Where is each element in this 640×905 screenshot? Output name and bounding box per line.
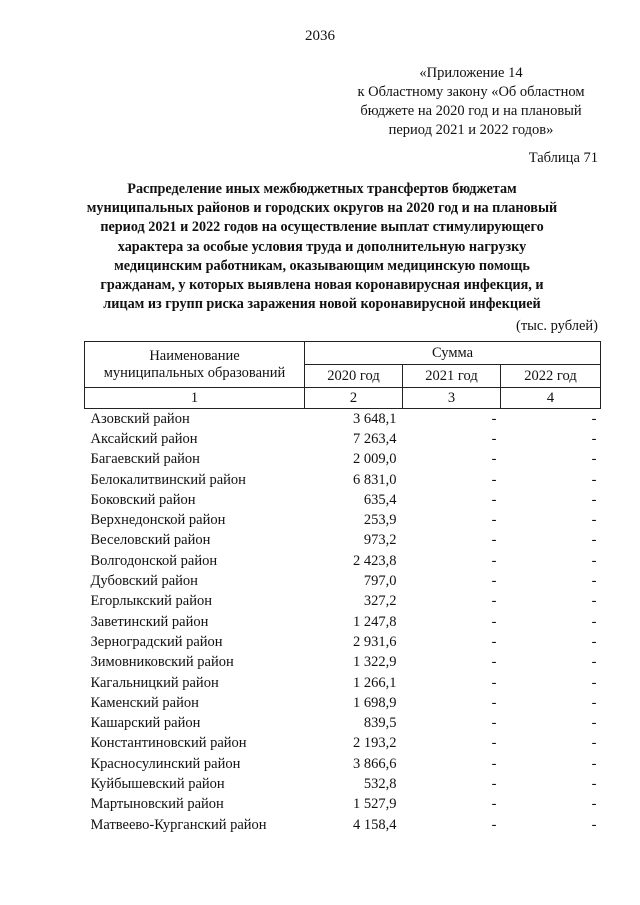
table-row — [85, 693, 601, 713]
value-2020: 3 866,6 — [353, 755, 397, 772]
municipality-name: Матвеево-Курганский район — [90, 816, 267, 833]
value-2020: 6 831,0 — [353, 471, 397, 488]
value-2022: - — [591, 430, 597, 447]
value-2021: - — [491, 471, 497, 488]
value-2022: - — [591, 816, 597, 833]
table-row — [85, 653, 601, 673]
municipality-name: Егорлыкский район — [90, 593, 212, 610]
value-2020: 1 247,8 — [353, 613, 397, 630]
table-row — [85, 470, 601, 490]
value-2022: - — [591, 735, 597, 752]
value-2021: - — [491, 593, 497, 610]
municipality-name: Куйбышевский район — [90, 775, 225, 792]
municipality-name: Красносулинский район — [90, 755, 241, 772]
table-row — [85, 774, 601, 794]
value-2021: - — [491, 512, 497, 529]
value-2021: - — [491, 430, 497, 447]
value-2022: - — [591, 775, 597, 792]
column-header-name — [85, 342, 305, 388]
table-row — [85, 673, 601, 693]
title-line: Распределение иных межбюджетных трансфертов бюджетам — [127, 181, 517, 197]
appendix-line: к Областному закону «Об областном — [357, 84, 585, 100]
value-2022: - — [591, 694, 597, 711]
value-2020: 2 423,8 — [353, 552, 397, 569]
municipality-name: Каменский район — [90, 694, 199, 711]
value-2021: - — [491, 674, 497, 691]
table-number: Таблица 71 — [528, 150, 598, 166]
column-header-2021: 2021 год — [403, 365, 501, 388]
value-2022: - — [591, 573, 597, 590]
municipality-name: Азовский район — [90, 410, 190, 427]
table-row — [85, 450, 601, 470]
page-number: 2036 — [305, 28, 335, 44]
table-row — [85, 551, 601, 571]
value-2021: - — [491, 755, 497, 772]
column-header-2020: 2020 год — [305, 365, 403, 388]
title-line: муниципальных районов и городских округов на 2020 год и на плановый — [86, 200, 558, 217]
value-2021: - — [491, 552, 497, 569]
value-2022: - — [591, 451, 597, 468]
value-2022: - — [591, 674, 597, 691]
municipality-name: Мартыновский район — [90, 796, 224, 813]
value-2022: - — [591, 715, 597, 732]
municipality-name: Дубовский район — [90, 573, 198, 590]
value-2022: - — [591, 593, 597, 610]
table-row — [85, 795, 601, 815]
value-2020: 4 158,4 — [353, 816, 397, 833]
value-2021: - — [491, 633, 497, 650]
title-line: медицинским работникам, оказывающим медицинскую помощь — [114, 257, 530, 274]
value-2020: 1 698,9 — [353, 694, 397, 711]
value-2021: - — [491, 451, 497, 468]
column-header-sum: Сумма — [305, 342, 601, 365]
budget-table — [84, 341, 601, 835]
value-2022: - — [591, 633, 597, 650]
value-2020: 973,2 — [363, 532, 397, 549]
table-row — [85, 592, 601, 612]
municipality-name: Кагальницкий район — [90, 674, 219, 691]
value-2022: - — [591, 654, 597, 671]
municipality-name: Кашарский район — [90, 715, 201, 732]
value-2021: - — [491, 775, 497, 792]
document-title — [62, 180, 582, 314]
appendix-reference — [338, 64, 604, 140]
value-2021: - — [491, 573, 497, 590]
units-label: (тыс. рублей) — [516, 318, 598, 334]
value-2020: 3 648,1 — [353, 410, 397, 427]
table-row — [85, 754, 601, 774]
value-2021: - — [491, 816, 497, 833]
value-2020: 797,0 — [363, 573, 397, 590]
value-2020: 635,4 — [363, 491, 397, 508]
value-2020: 2 009,0 — [353, 451, 397, 468]
table-row — [85, 429, 601, 449]
municipality-name: Волгодонской район — [90, 552, 218, 569]
value-2021: - — [491, 735, 497, 752]
value-2020: 1 527,9 — [353, 796, 397, 813]
municipality-name: Багаевский район — [90, 451, 200, 468]
municipality-name: Боковский район — [90, 491, 196, 508]
value-2020: 839,5 — [363, 715, 397, 732]
value-2021: - — [491, 796, 497, 813]
table-row — [85, 409, 601, 430]
table-row — [85, 734, 601, 754]
value-2022: - — [591, 512, 597, 529]
table-row — [85, 490, 601, 510]
value-2022: - — [591, 410, 597, 427]
value-2021: - — [491, 410, 497, 427]
value-2020: 7 263,4 — [353, 430, 397, 447]
title-line: характера за особые условия труда и дополнительную нагрузку — [117, 238, 527, 255]
value-2022: - — [591, 613, 597, 630]
municipality-name: Константиновский район — [90, 735, 247, 752]
column-number: 4 — [501, 388, 601, 409]
value-2022: - — [591, 471, 597, 488]
table-row — [85, 632, 601, 652]
column-header-2022: 2022 год — [501, 365, 601, 388]
value-2021: - — [491, 532, 497, 549]
value-2020: 2 931,6 — [353, 633, 397, 650]
value-2021: - — [491, 491, 497, 508]
municipality-name: Белокалитвинский район — [90, 471, 246, 488]
table-row — [85, 571, 601, 591]
title-line: лицам из групп риска заражения новой коронавирусной инфекцией — [103, 296, 541, 313]
appendix-line: «Приложение 14 — [419, 65, 523, 81]
column-number: 3 — [403, 388, 501, 409]
column-number: 1 — [85, 388, 305, 409]
value-2020: 1 322,9 — [353, 654, 397, 671]
appendix-line: бюджете на 2020 год и на плановый — [360, 103, 582, 119]
table-row — [85, 531, 601, 551]
value-2021: - — [491, 613, 497, 630]
value-2022: - — [591, 552, 597, 569]
table-row — [85, 815, 601, 835]
value-2021: - — [491, 654, 497, 671]
municipality-name: Зимовниковский район — [90, 654, 234, 671]
column-header-name-line: муниципальных образований — [103, 364, 286, 381]
value-2021: - — [491, 694, 497, 711]
title-line: период 2021 и 2022 годов на осуществление выплат стимулирующего — [100, 219, 544, 236]
value-2022: - — [591, 532, 597, 549]
value-2022: - — [591, 755, 597, 772]
value-2022: - — [591, 796, 597, 813]
table-row — [85, 713, 601, 733]
value-2022: - — [591, 491, 597, 508]
municipality-name: Зерноградский район — [90, 633, 223, 650]
appendix-line: период 2021 и 2022 годов» — [388, 122, 554, 138]
title-line: гражданам, у которых выявлена новая коронавирусная инфекция, и — [100, 277, 544, 294]
value-2020: 327,2 — [363, 593, 397, 610]
value-2020: 2 193,2 — [353, 735, 397, 752]
municipality-name: Аксайский район — [90, 430, 198, 447]
table-row — [85, 510, 601, 530]
municipality-name: Заветинский район — [90, 613, 209, 630]
table-row — [85, 612, 601, 632]
value-2021: - — [491, 715, 497, 732]
value-2020: 253,9 — [363, 512, 397, 529]
column-number: 2 — [305, 388, 403, 409]
municipality-name: Веселовский район — [90, 532, 211, 549]
table-body — [85, 409, 601, 836]
value-2020: 1 266,1 — [353, 674, 397, 691]
municipality-name: Верхнедонской район — [90, 512, 226, 529]
value-2020: 532,8 — [363, 775, 397, 792]
column-header-name-line: Наименование — [149, 347, 240, 364]
